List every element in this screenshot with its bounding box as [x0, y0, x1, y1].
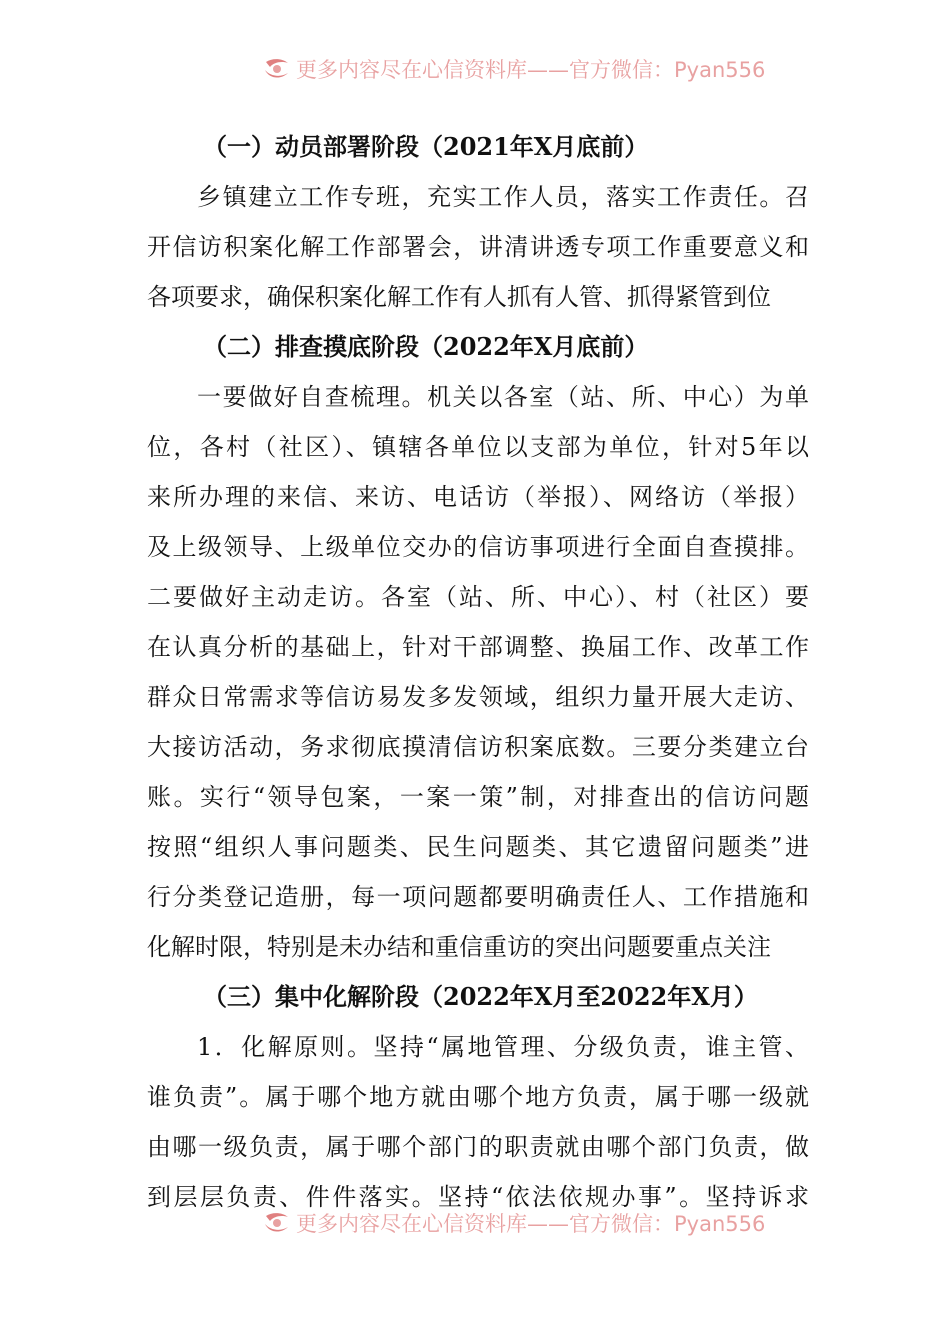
paragraph-line: 由哪一级负责，属于哪个部门的职责就由哪个部门负责，做 — [147, 1133, 809, 1161]
paragraph-line: 及上级领导、上级单位交办的信访事项进行全面自查摸排。 — [147, 533, 809, 561]
watermark-bottom — [262, 1206, 782, 1240]
logo-icon — [262, 1210, 292, 1236]
watermark-text: 更多内容尽在心信资料库——官方微信：Pyan556 — [296, 58, 766, 82]
document-body — [147, 122, 809, 1222]
paragraph-line: 各项要求，确保积案化解工作有人抓有人管、抓得紧管到位 — [147, 283, 771, 311]
watermark-text: 更多内容尽在心信资料库——官方微信：Pyan556 — [296, 1212, 766, 1236]
paragraph-line: 1．化解原则。坚持“属地管理、分级负责，谁主管、 — [197, 1033, 809, 1061]
section-heading: （三）集中化解阶段（2022年X月至2022年X月） — [203, 982, 758, 1011]
paragraph-line: 位，各村（社区）、镇辖各单位以支部为单位，针对5年以 — [147, 433, 809, 461]
paragraph-line: 二要做好主动走访。各室（站、所、中心）、村（社区）要 — [147, 583, 809, 611]
watermark-top — [262, 52, 782, 86]
paragraph-line: 在认真分析的基础上，针对干部调整、换届工作、改革工作 — [147, 633, 809, 661]
logo-icon — [262, 56, 292, 82]
section-heading: （二）排查摸底阶段（2022年X月底前） — [203, 332, 649, 361]
paragraph-line: 群众日常需求等信访易发多发领域，组织力量开展大走访、 — [147, 683, 809, 711]
paragraph-line: 按照“组织人事问题类、民生问题类、其它遗留问题类”进 — [147, 833, 809, 861]
paragraph-line: 化解时限，特别是未办结和重信重访的突出问题要重点关注 — [147, 933, 771, 961]
paragraph-line: 来所办理的来信、来访、电话访（举报）、网络访（举报） — [147, 483, 809, 511]
paragraph-line: 行分类登记造册，每一项问题都要明确责任人、工作措施和 — [147, 883, 809, 911]
section-heading: （一）动员部署阶段（2021年X月底前） — [203, 132, 649, 161]
paragraph-line: 乡镇建立工作专班，充实工作人员，落实工作责任。召 — [197, 183, 809, 211]
paragraph-line: 账。实行“领导包案，一案一策”制，对排查出的信访问题 — [147, 783, 809, 811]
paragraph-line: 大接访活动，务求彻底摸清信访积案底数。三要分类建立台 — [147, 733, 809, 761]
paragraph-line: 到层层负责、件件落实。坚持“依法依规办事”。坚持诉求 — [147, 1183, 809, 1211]
paragraph-line: 开信访积案化解工作部署会，讲清讲透专项工作重要意义和 — [147, 233, 809, 261]
paragraph-line: 一要做好自查梳理。机关以各室（站、所、中心）为单 — [197, 383, 809, 411]
paragraph-line: 谁负责”。属于哪个地方就由哪个地方负责，属于哪一级就 — [147, 1083, 809, 1111]
